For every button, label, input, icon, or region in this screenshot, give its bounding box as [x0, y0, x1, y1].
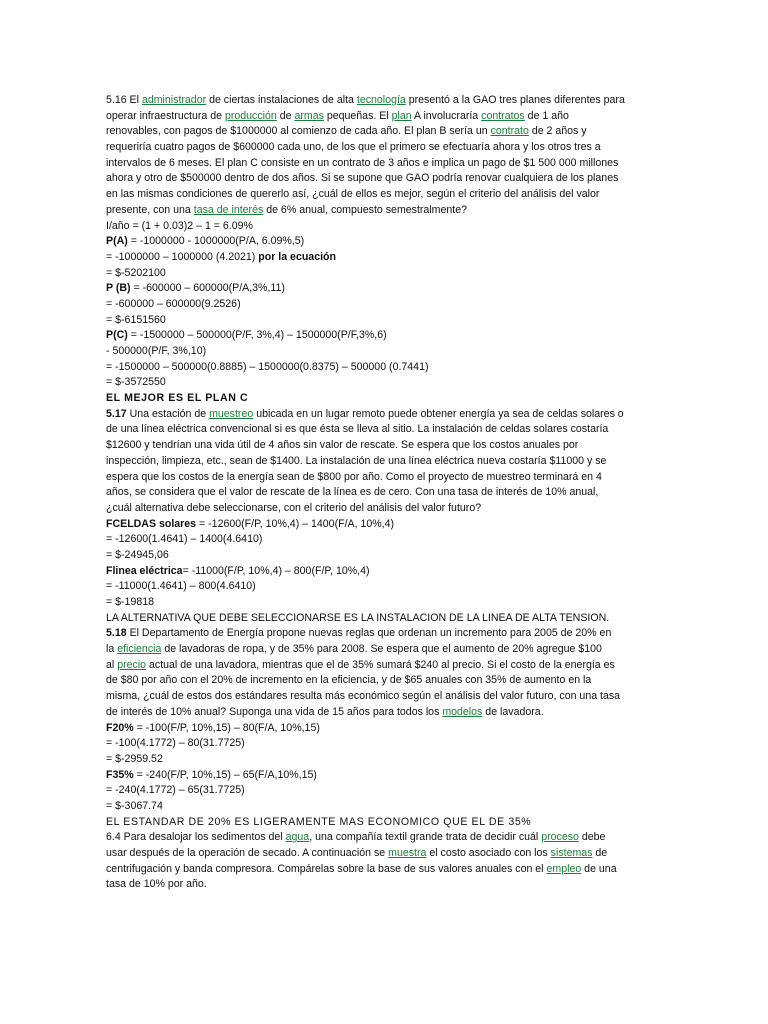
text-line [106, 579, 666, 595]
text-line [106, 642, 666, 658]
text-span: = -11000(1.4641) – 800(4.6410) [106, 580, 256, 593]
text-line [106, 626, 666, 642]
text-span: requeriría cuatro pagos de $600000 cada uno, de los que el primero se efectuaría ahora y los otros tres a [106, 141, 601, 154]
text-span: = -12600(1.4641) – 1400(4.6410) [106, 533, 263, 546]
text-line [106, 454, 666, 470]
text-line [106, 470, 666, 486]
bold-text: P(C) [106, 329, 128, 342]
text-line [106, 721, 666, 737]
text-span: centrifugación y banda compresora. Compárelas sobre la base de sus valores anuales con el [106, 862, 547, 875]
text-span: = -12600(F/P, 10%,4) – 1400(F/A, 10%,4) [196, 517, 395, 530]
text-span: = -11000(F/P, 10%,4) – 800(F/P, 10%,4) [182, 564, 370, 577]
text-line [106, 266, 666, 282]
text-line [106, 736, 666, 752]
hyperlink[interactable]: contrato [490, 125, 529, 138]
text-span: , una compañía textil grande trata de decidir cuál [309, 831, 542, 844]
text-span: presente, con una [106, 203, 194, 216]
bold-text: EL MEJOR ES EL PLAN C [106, 392, 249, 405]
hyperlink[interactable]: eficiencia [117, 643, 162, 656]
text-span: = -1500000 – 500000(P/F, 3%,4) – 1500000(P/F,3%,6) [127, 329, 387, 342]
hyperlink[interactable]: plan [391, 109, 412, 122]
text-line [106, 752, 666, 768]
hyperlink[interactable]: muestreo [209, 407, 254, 420]
text-line [106, 250, 666, 266]
text-line [106, 532, 666, 548]
bold-text: por la ecuación [258, 250, 336, 263]
text-line [106, 187, 666, 203]
text-span: A involucraría [411, 109, 482, 122]
text-line [106, 234, 666, 250]
text-span: Una estación de [126, 407, 210, 420]
text-span: de 6% anual, compuesto semestralmente? [263, 203, 468, 216]
text-span: 6.4 Para desalojar los sedimentos del [106, 831, 286, 844]
bold-text: F35% [106, 768, 134, 781]
text-span: = -600000 – 600000(9.2526) [106, 297, 241, 310]
text-span: = $-24945,06 [106, 548, 169, 561]
text-span: = -100(F/P, 10%,15) – 80(F/A, 10%,15) [133, 721, 320, 734]
text-line [106, 391, 666, 407]
text-line [106, 830, 666, 846]
text-line [106, 93, 666, 109]
hyperlink[interactable]: tasa de interés [193, 203, 264, 216]
text-span: de $80 por año con el 20% de incremento en la eficiencia, y de $65 anuales con 35% de aumento en la [106, 674, 592, 687]
text-span: pequeñas. El [323, 109, 392, 122]
bold-text: F20% [106, 721, 134, 734]
text-line [106, 689, 666, 705]
text-span: = -240(F/P, 10%,15) – 65(F/A,10%,15) [133, 768, 317, 781]
text-line [106, 595, 666, 611]
text-line [106, 564, 666, 580]
text-line [106, 705, 666, 721]
text-line [106, 501, 666, 517]
text-span: inspección, limpieza, etc., sean de $1400. La instalación de una línea eléctrica nueva costaría $11000 y se [106, 454, 607, 467]
bold-text: 5.18 [106, 627, 127, 640]
text-span: LA ALTERNATIVA QUE DEBE SELECCIONARSE ES LA INSTALACION DE LA LINEA DE ALTA TENSION. [106, 611, 610, 624]
text-span: = -100(4.1772) – 80(31.7725) [106, 737, 245, 750]
text-span: de interés de 10% anual? Suponga una vida de 15 años para todos los [106, 705, 443, 718]
text-span: = $-3067.74 [106, 799, 163, 812]
text-span: = -1000000 - 1000000(P/A, 6.09%,5) [127, 235, 305, 248]
text-line [106, 156, 666, 172]
text-line [106, 375, 666, 391]
text-line [106, 281, 666, 297]
text-span: = -600000 – 600000(P/A,3%,11) [130, 282, 285, 295]
hyperlink[interactable]: armas [294, 109, 324, 122]
text-span: de 1 año [524, 109, 569, 122]
text-span: $12600 y tendrían una vida útil de 4 años sin valor de rescate. Se espera que los costos anuales por [106, 439, 579, 452]
text-line [106, 203, 666, 219]
text-span: ahora y otro de $500000 dentro de dos años. Si se supone que GAO podría renovar cualquiera de los planes [106, 172, 619, 185]
text-span: EL ESTANDAR DE 20% ES LIGERAMENTE MAS ECONOMICO QUE EL DE 35% [106, 815, 532, 828]
hyperlink[interactable]: contratos [481, 109, 525, 122]
text-span: intervalos de 6 meses. El plan C consiste en un contrato de 3 años e implica un pago de $1 500 000 millones [106, 156, 619, 169]
text-span: actual de una lavadora, mientras que el de 35% sumará $240 al precio. Si el costo de la energía es [146, 658, 615, 671]
text-span: = $-3572550 [106, 376, 166, 389]
bold-text: P (B) [106, 282, 131, 295]
text-span: debe [578, 831, 606, 844]
text-line [106, 219, 666, 235]
hyperlink[interactable]: proceso [541, 831, 579, 844]
bold-text: FCELDAS solares [106, 517, 197, 530]
hyperlink[interactable]: muestra [388, 847, 427, 859]
text-span: de lavadora. [482, 705, 544, 718]
text-span: de [592, 847, 608, 859]
document-body [106, 93, 666, 893]
text-line [106, 140, 666, 156]
text-span: espera que los costos de la energía sean de $800 por año. Como el proyecto de muestreo terminará en 4 [106, 470, 602, 483]
text-line [106, 344, 666, 360]
text-span: El Departamento de Energía propone nuevas reglas que ordenan un incremento para 2005 de 20% en [126, 627, 612, 640]
hyperlink[interactable]: agua [285, 831, 310, 844]
text-line [106, 438, 666, 454]
bold-text: 5.17 [106, 407, 127, 420]
text-line [106, 360, 666, 376]
text-span: = $-19818 [106, 596, 155, 608]
text-line [106, 877, 666, 893]
text-span: al [106, 658, 118, 671]
text-span: = $-2959.52 [106, 752, 163, 765]
text-span: el costo asociado con los [426, 847, 551, 859]
text-line [106, 422, 666, 438]
text-span: años, se considera que el valor de rescate de la línea es de cero. Con una tasa de interés de 10% anual, [106, 486, 599, 499]
text-line [106, 548, 666, 564]
hyperlink[interactable]: modelos [442, 705, 483, 718]
text-line [106, 611, 666, 627]
text-line [106, 313, 666, 329]
text-line [106, 768, 666, 784]
text-span: en las mismas condiciones de quererlo así, ¿cuál de ellos es mejor, según el criterio del análisis del valor [106, 188, 600, 201]
text-span: ubicada en un lugar remoto puede obtener energía ya sea de celdas solares o [253, 407, 624, 420]
text-line [106, 407, 666, 423]
text-span: tasa de 10% por año. [106, 878, 207, 891]
text-span: = -240(4.1772) – 65(31.7725) [106, 784, 245, 797]
text-span: operar infraestructura de [106, 109, 225, 122]
text-span: 5.16 El [106, 94, 142, 106]
text-line [106, 673, 666, 689]
text-span: de una [581, 862, 617, 875]
text-span: usar después de la operación de secado. A continuación se [106, 847, 389, 859]
hyperlink[interactable]: tecnología [356, 94, 406, 106]
bold-text: P(A) [106, 235, 128, 248]
text-line [106, 862, 666, 878]
text-line [106, 124, 666, 140]
hyperlink[interactable]: sistemas [550, 847, 593, 859]
text-span: = $-6151560 [106, 313, 166, 326]
text-span: - 500000(P/F, 3%,10) [106, 345, 207, 357]
text-span: = $-5202100 [106, 266, 166, 279]
text-line [106, 846, 666, 862]
text-span: presentó a la GAO tres planes diferentes para [405, 94, 625, 106]
hyperlink[interactable]: producción [224, 109, 277, 122]
text-span: de lavadoras de ropa, y de 35% para 2008. Se espera que el aumento de 20% agregue $100 [161, 643, 602, 656]
bold-text: Flinea eléctrica [106, 564, 183, 577]
hyperlink[interactable]: empleo [546, 862, 582, 875]
text-line [106, 815, 666, 831]
hyperlink[interactable]: administrador [141, 94, 207, 106]
text-line [106, 297, 666, 313]
text-line [106, 485, 666, 501]
text-line [106, 799, 666, 815]
text-line [106, 783, 666, 799]
text-span: = -1000000 – 1000000 (4.2021) [106, 250, 259, 263]
text-line [106, 328, 666, 344]
text-span: ¿cuál alternativa debe seleccionarse, con el criterio del análisis del valor futuro? [106, 501, 482, 514]
text-span: misma, ¿cuál de estos dos estándares resulta más económico según el análisis del valor futuro, con una tasa [106, 690, 621, 703]
text-span: la [106, 643, 118, 656]
text-span: renovables, con pagos de $1000000 al comienzo de cada año. El plan B sería un [106, 125, 491, 138]
text-span: de 2 años y [528, 125, 587, 138]
text-span: de [276, 109, 295, 122]
hyperlink[interactable]: precio [117, 658, 147, 671]
text-span: de una línea eléctrica convencional si es que ésta se lleva al sitio. La instalación de celdas solares costaría [106, 423, 609, 436]
text-span: I/año = (1 + 0.03)2 – 1 = 6.09% [106, 219, 253, 232]
text-line [106, 109, 666, 125]
text-line [106, 171, 666, 187]
text-span: = -1500000 – 500000(0.8885) – 1500000(0.8375) – 500000 (0.7441) [106, 360, 429, 373]
text-span: de ciertas instalaciones de alta [206, 94, 357, 106]
text-line [106, 658, 666, 674]
text-line [106, 517, 666, 533]
